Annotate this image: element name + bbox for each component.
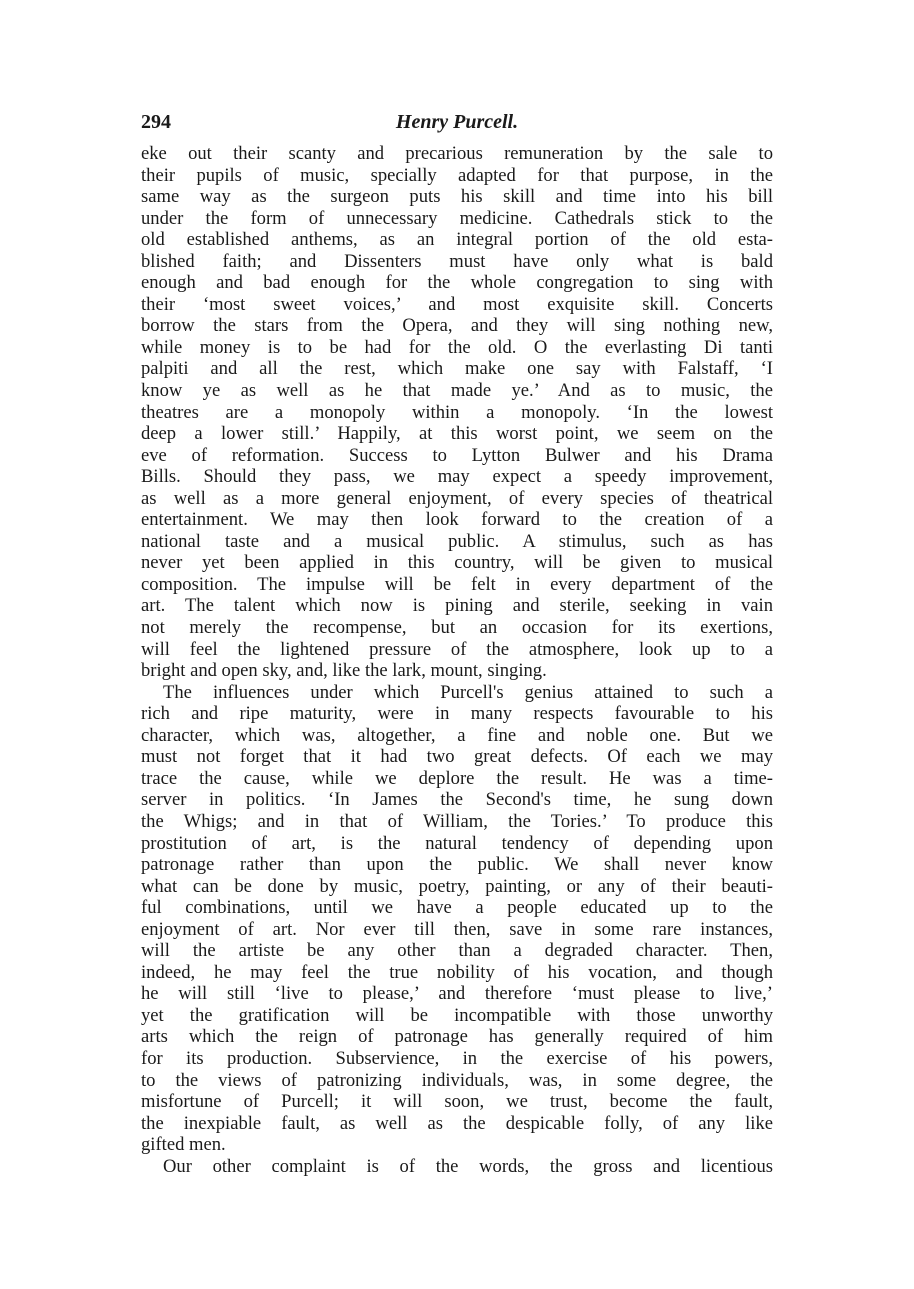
text-line: the inexpiable fault, as well as the despicable folly, of any like [141, 1112, 773, 1134]
text-line: borrow the stars from the Opera, and they will sing nothing new, [141, 315, 773, 337]
text-line: same way as the surgeon puts his skill and time into his bill [141, 186, 773, 208]
text-line: blished faith; and Dissenters must have only what is bald [141, 250, 773, 272]
text-line: entertainment. We may then look forward to the creation of a [141, 509, 773, 531]
text-line: enough and bad enough for the whole congregation to sing with [141, 272, 773, 294]
page-number: 294 [141, 111, 171, 133]
text-line: eke out their scanty and precarious remuneration by the sale to [141, 143, 773, 164]
paragraph-start-line: The influences under which Purcell's genius attained to such a [163, 681, 773, 703]
text-line: must not forget that it had two great defects. Of each we may [141, 746, 773, 768]
text-line: trace the cause, while we deplore the result. He was a time- [141, 767, 773, 789]
text-line: their pupils of music, specially adapted for that purpose, in the [141, 164, 773, 186]
text-line: palpiti and all the rest, which make one say with Falstaff, ‘I [141, 358, 773, 380]
text-line: know ye as well as he that made ye.’ And as to music, the [141, 380, 773, 402]
text-line: under the form of unnecessary medicine. Cathedrals stick to the [141, 207, 773, 229]
text-line: character, which was, altogether, a fine and noble one. But we [141, 724, 773, 746]
text-line: will the artiste be any other than a degraded character. Then, [141, 940, 773, 962]
text-line: for its production. Subservience, in the exercise of his powers, [141, 1047, 773, 1069]
body-text [141, 143, 773, 1177]
text-line: the Whigs; and in that of William, the Tories.’ To produce this [141, 810, 773, 832]
text-line: arts which the reign of patronage has generally required of him [141, 1026, 773, 1048]
running-head [141, 107, 773, 137]
text-line: prostitution of art, is the natural tendency of depending upon [141, 832, 773, 854]
text-line: old established anthems, as an integral portion of the old esta- [141, 229, 773, 251]
text-line: theatres are a monopoly within a monopoly. ‘In the lowest [141, 401, 773, 423]
text-line: while money is to be had for the old. O the everlasting Di tanti [141, 336, 773, 358]
text-line: national taste and a musical public. A stimulus, such as has [141, 530, 773, 552]
text-line: ful combinations, until we have a people educated up to the [141, 897, 773, 919]
text-line: eve of reformation. Success to Lytton Bulwer and his Drama [141, 444, 773, 466]
text-line: bright and open sky, and, like the lark, mount, singing. [141, 660, 547, 682]
text-line: will feel the lightened pressure of the atmosphere, look up to a [141, 638, 773, 660]
running-title: Henry Purcell. [395, 111, 519, 133]
text-line: misfortune of Purcell; it will soon, we trust, become the fault, [141, 1091, 773, 1113]
text-line: never yet been applied in this country, will be given to musical [141, 552, 773, 574]
text-line: enjoyment of art. Nor ever till then, save in some rare instances, [141, 918, 773, 940]
text-line: Bills. Should they pass, we may expect a speedy improvement, [141, 466, 773, 488]
text-line: he will still ‘live to please,’ and therefore ‘must please to live,’ [141, 983, 773, 1005]
text-line: their ‘most sweet voices,’ and most exquisite skill. Concerts [141, 293, 773, 315]
text-line: server in politics. ‘In James the Second's time, he sung down [141, 789, 773, 811]
text-line: art. The talent which now is pining and sterile, seeking in vain [141, 595, 773, 617]
text-line: as well as a more general enjoyment, of every species of theatrical [141, 487, 773, 509]
text-line: deep a lower still.’ Happily, at this worst point, we seem on the [141, 423, 773, 445]
paragraph-start-line: Our other complaint is of the words, the gross and licentious [163, 1155, 773, 1177]
text-line: rich and ripe maturity, were in many respects favourable to his [141, 703, 773, 725]
text-line: patronage rather than upon the public. We shall never know [141, 854, 773, 876]
text-line: composition. The impulse will be felt in every department of the [141, 573, 773, 595]
text-line: yet the gratification will be incompatible with those unworthy [141, 1004, 773, 1026]
text-line: not merely the recompense, but an occasion for its exertions, [141, 617, 773, 639]
text-line: what can be done by music, poetry, painting, or any of their beauti- [141, 875, 773, 897]
text-line: gifted men. [141, 1134, 226, 1156]
text-line: to the views of patronizing individuals, was, in some degree, the [141, 1069, 773, 1091]
text-line: indeed, he may feel the true nobility of his vocation, and though [141, 961, 773, 983]
